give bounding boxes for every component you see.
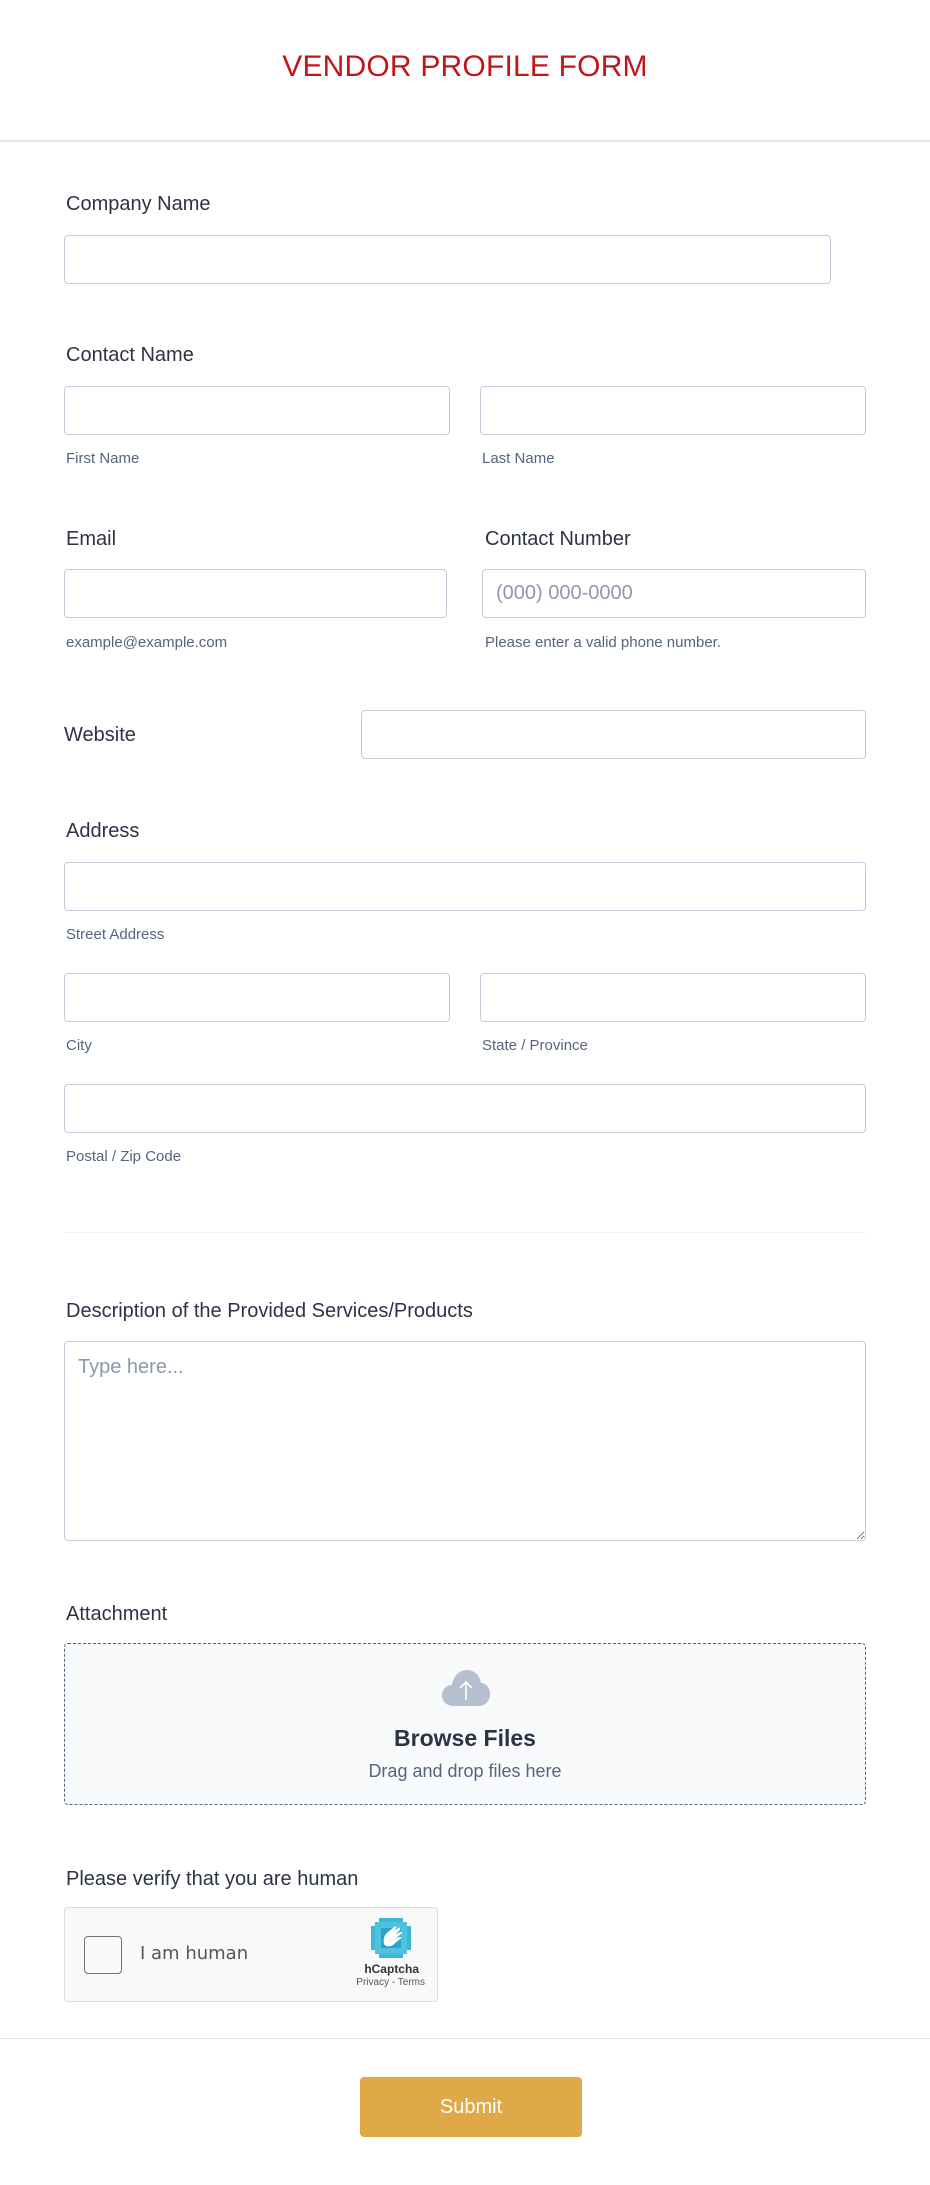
hcaptcha-links[interactable]: Privacy - Terms [356, 1977, 425, 1988]
contact-number-label: Contact Number [485, 528, 631, 550]
email-label: Email [66, 528, 117, 550]
company-name-label: Company Name [66, 193, 211, 215]
contact-number-sublabel: Please enter a valid phone number. [485, 634, 721, 651]
form-title: VENDOR PROFILE FORM [282, 50, 648, 83]
state-input[interactable] [480, 973, 866, 1022]
hcaptcha-logo-icon [371, 1918, 411, 1958]
section-divider [64, 1232, 866, 1233]
website-label: Website [64, 724, 136, 746]
postal-code-sublabel: Postal / Zip Code [66, 1148, 182, 1165]
contact-name-label: Contact Name [66, 344, 194, 366]
footer-divider [0, 2038, 930, 2039]
last-name-input[interactable] [480, 386, 866, 435]
first-name-sublabel: First Name [66, 450, 140, 467]
hcaptcha-widget [64, 1907, 438, 2002]
captcha-label: Please verify that you are human [66, 1868, 359, 1890]
website-input[interactable] [361, 710, 866, 759]
cloud-upload-icon [442, 1670, 490, 1706]
address-label: Address [66, 820, 140, 842]
state-sublabel: State / Province [482, 1037, 588, 1054]
drag-drop-text: Drag and drop files here [368, 1761, 562, 1781]
attachment-label: Attachment [66, 1603, 168, 1625]
company-name-input[interactable] [64, 235, 831, 284]
city-sublabel: City [66, 1037, 92, 1054]
contact-number-input[interactable] [482, 569, 866, 618]
postal-code-input[interactable] [64, 1084, 866, 1133]
email-input[interactable] [64, 569, 447, 618]
street-address-input[interactable] [64, 862, 866, 911]
submit-button[interactable]: Submit [360, 2077, 582, 2137]
hcaptcha-brand: hCaptcha [364, 1962, 419, 1976]
file-dropzone[interactable] [64, 1643, 866, 1805]
human-checkbox-label: I am human [140, 1943, 249, 1964]
last-name-sublabel: Last Name [482, 450, 555, 467]
street-address-sublabel: Street Address [66, 926, 165, 943]
browse-files-button[interactable]: Browse Files [394, 1725, 536, 1751]
email-sublabel: example@example.com [66, 634, 228, 651]
city-input[interactable] [64, 973, 450, 1022]
human-checkbox[interactable] [84, 1936, 122, 1974]
first-name-input[interactable] [64, 386, 450, 435]
description-textarea[interactable] [64, 1341, 866, 1541]
form-header [0, 0, 930, 142]
description-label: Description of the Provided Services/Products [66, 1300, 473, 1322]
